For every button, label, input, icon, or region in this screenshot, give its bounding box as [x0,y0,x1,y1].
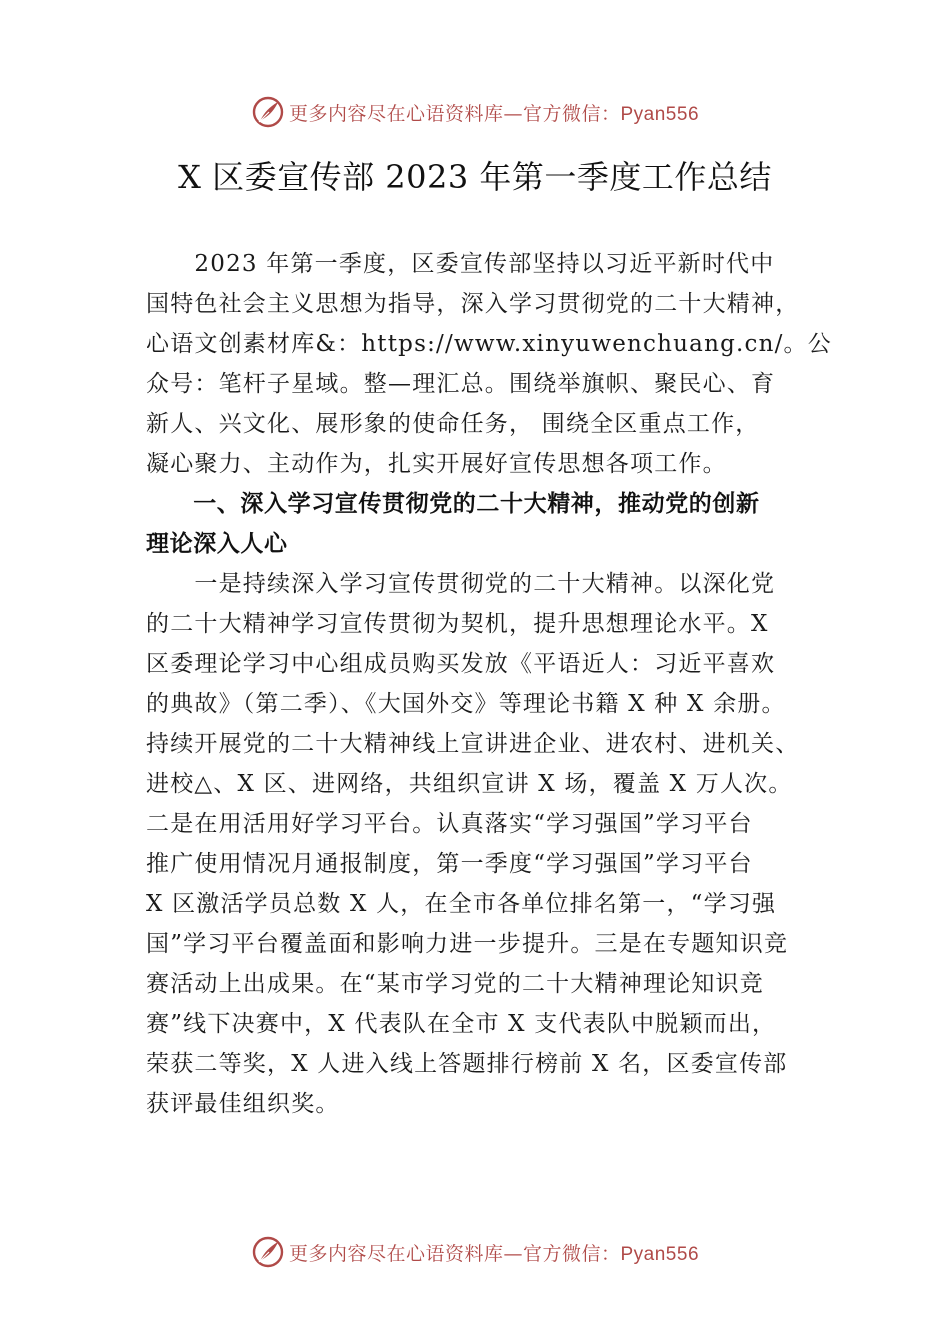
paragraph-line: 赛活动上出成果。在“某市学习党的二十大精神理论知识竞 [146,971,764,997]
paragraph-line: 获评最佳组织奖。 [146,1091,340,1117]
section-heading-line: 一、深入学习宣传贯彻党的二十大精神，推动党的创新 [146,491,760,517]
wechat-id: Pyan556 [620,1243,700,1265]
feather-logo-icon [251,95,285,129]
watermark-banner-top [0,92,950,132]
paragraph-line: 二是在用活用好学习平台。认真落实“学习强国”学习平台 [146,811,753,837]
watermark-banner-bottom [0,1232,950,1272]
paragraph-line: 进校△、X 区、进网络，共组织宣讲 X 场，覆盖 X 万人次。 [146,771,793,797]
paragraph-line: 赛”线下决赛中，X 代表队在全市 X 支代表队中脱颖而出， [146,1011,777,1037]
document-title: X 区委宣传部 2023 年第一季度工作总结 [178,158,772,196]
paragraph-line: 心语文创素材库&：https://www.xinyuwenchuang.cn/。公 [146,331,832,357]
wechat-id: Pyan556 [620,103,700,125]
paragraph-line: 的二十大精神学习宣传贯彻为契机，提升思想理论水平。X [146,611,769,637]
paragraph-line: 2023 年第一季度，区委宣传部坚持以习近平新时代中 [146,251,775,277]
paragraph-line: 国”学习平台覆盖面和影响力进一步提升。三是在专题知识竞 [146,931,789,957]
feather-logo-icon [251,1235,285,1269]
paragraph-line: 众号：笔杆子星域。整—理汇总。围绕举旗帜、聚民心、育 [146,371,776,397]
paragraph-line: 区委理论学习中心组成员购买发放《平语近人：习近平喜欢 [146,651,776,677]
section-heading-line: 理论深入人心 [146,531,288,557]
paragraph-line: 荣获二等奖，X 人进入线上答题排行榜前 X 名，区委宣传部 [146,1051,788,1077]
paragraph-line: 一是持续深入学习宣传贯彻党的二十大精神。以深化党 [146,571,776,597]
watermark-text: 更多内容尽在心语资料库—官方微信：Pyan556 [288,102,700,125]
paragraph-line: 新人、兴文化、展形象的使命任务， 围绕全区重点工作， [146,411,760,437]
paragraph-line: X 区激活学员总数 X 人，在全市各单位排名第一，“学习强 [146,891,777,917]
paragraph-line: 持续开展党的二十大精神线上宣讲进企业、进农村、进机关、 [146,731,800,757]
paragraph-line: 凝心聚力、主动作为，扎实开展好宣传思想各项工作。 [146,451,727,477]
paragraph-line: 国特色社会主义思想为指导，深入学习贯彻党的二十大精神， [146,291,800,317]
paragraph-line: 推广使用情况月通报制度，第一季度“学习强国”学习平台 [146,851,753,877]
watermark-text: 更多内容尽在心语资料库—官方微信：Pyan556 [288,1242,700,1265]
document-body [146,244,832,1124]
paragraph-line: 的典故》（第二季）、《大国外交》等理论书籍 X 种 X 余册。 [146,691,786,717]
